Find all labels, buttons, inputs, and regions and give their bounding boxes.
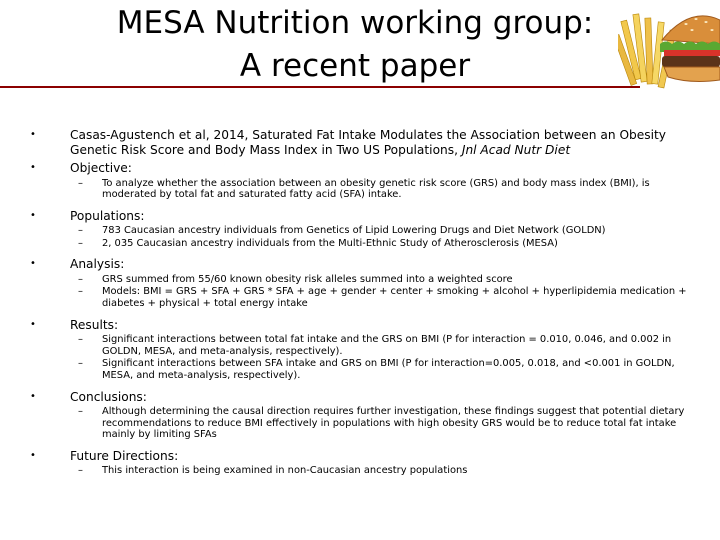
sub-bullet-list [30, 225, 690, 249]
bullet-item [30, 257, 690, 272]
sub-bullet-item [30, 406, 690, 441]
dash-icon: – [78, 237, 83, 249]
sub-bullet-item [30, 238, 690, 250]
sub-bullet-text: Significant interactions between total fat intake and the GRS on BMI (P for interaction = 0.010, 0.046, and 0.002 in GOLDN, MESA, and meta-analysis, respectively). [102, 334, 672, 357]
burger-and-fries-icon [618, 0, 720, 96]
bullet-text: Casas-Agustench et al, 2014, Saturated Fat Intake Modulates the Association between an Obesity Genetic Risk Score and Body Mass Index in Two US Populations, [70, 128, 667, 157]
title-rule [0, 86, 640, 88]
dash-icon: – [78, 286, 83, 298]
bullet-item [30, 209, 690, 224]
bullet-icon: • [30, 209, 36, 221]
sub-bullet-text: 2, 035 Caucasian ancestry individuals from the Multi-Ethnic Study of Atherosclerosis (MESA) [102, 237, 558, 249]
sub-bullet-list [30, 406, 690, 441]
dash-icon: – [78, 465, 83, 477]
sub-bullet-text: GRS summed from 55/60 known obesity risk alleles summed into a weighted score [102, 273, 513, 285]
sub-bullet-item [30, 334, 690, 357]
bullet-text: Future Directions: [70, 448, 179, 463]
dash-icon: – [78, 225, 83, 237]
bullet-icon: • [30, 162, 36, 173]
bullet-icon: • [30, 390, 36, 402]
bullet-icon: • [30, 318, 36, 330]
journal-name: Jnl Acad Nutr Diet [461, 142, 571, 157]
bullet-text: Populations: [70, 208, 145, 223]
dash-icon: – [78, 177, 83, 189]
slide-body [30, 128, 690, 485]
bullet-item [30, 390, 690, 405]
dash-icon: – [78, 358, 83, 370]
dash-icon: – [78, 406, 83, 418]
sub-bullet-text: To analyze whether the association between an obesity genetic risk score (GRS) and body mass index (BMI), is moderated by total fat and saturated fatty acid (SFA) intake. [102, 177, 650, 201]
dash-icon: – [78, 334, 83, 346]
sub-bullet-list [30, 334, 690, 381]
bullet-icon: • [30, 129, 36, 140]
sub-bullet-text: Although determining the causal direction requires further investigation, these findings suggest that potential dietary recommendations to reduce BMI effectively in populations with high obesity GRS would be to reduce total fat intake mainly by limiting SFAs [102, 406, 685, 441]
slide-title [40, 2, 670, 88]
sub-bullet-item [30, 286, 690, 309]
sub-bullet-text: This interaction is being examined in non-Caucasian ancestry populations [102, 465, 468, 477]
sub-bullet-list [30, 178, 690, 201]
sub-bullet-text: Significant interactions between SFA intake and GRS on BMI (P for interaction=0.005, 0.018, and <0.001 in GOLDN, MESA, and meta-analysis, respectively). [102, 358, 675, 381]
bullet-text: Results: [70, 317, 119, 332]
bullet-text: Objective: [70, 161, 132, 175]
bullet-item [30, 318, 690, 333]
sub-bullet-text: Models: BMI = GRS + SFA + GRS * SFA + age + gender + center + smoking + alcohol + hyperlipidemia medication + diabetes + physical + total energy intake [102, 286, 687, 310]
sub-bullet-list [30, 465, 690, 477]
bullet-text: Conclusions: [70, 389, 147, 404]
dash-icon: – [78, 273, 83, 285]
title-line-1: MESA Nutrition working group: [116, 5, 594, 41]
sub-bullet-item [30, 358, 690, 381]
sub-bullet-item [30, 178, 690, 201]
bullet-item [30, 161, 690, 176]
bullet-icon: • [30, 258, 36, 270]
bullet-item [30, 449, 690, 464]
burger-and-fries-image [618, 0, 720, 96]
sub-bullet-text: 783 Caucasian ancestry individuals from Genetics of Lipid Lowering Drugs and Diet Network (GOLDN) [102, 225, 606, 237]
sub-bullet-item [30, 465, 690, 477]
bullet-icon: • [30, 449, 36, 461]
title-line-2: A recent paper [239, 48, 471, 84]
sub-bullet-item [30, 274, 690, 286]
bullet-item [30, 128, 690, 157]
sub-bullet-item [30, 225, 690, 237]
bullet-text: Analysis: [70, 257, 125, 272]
sub-bullet-list [30, 274, 690, 310]
